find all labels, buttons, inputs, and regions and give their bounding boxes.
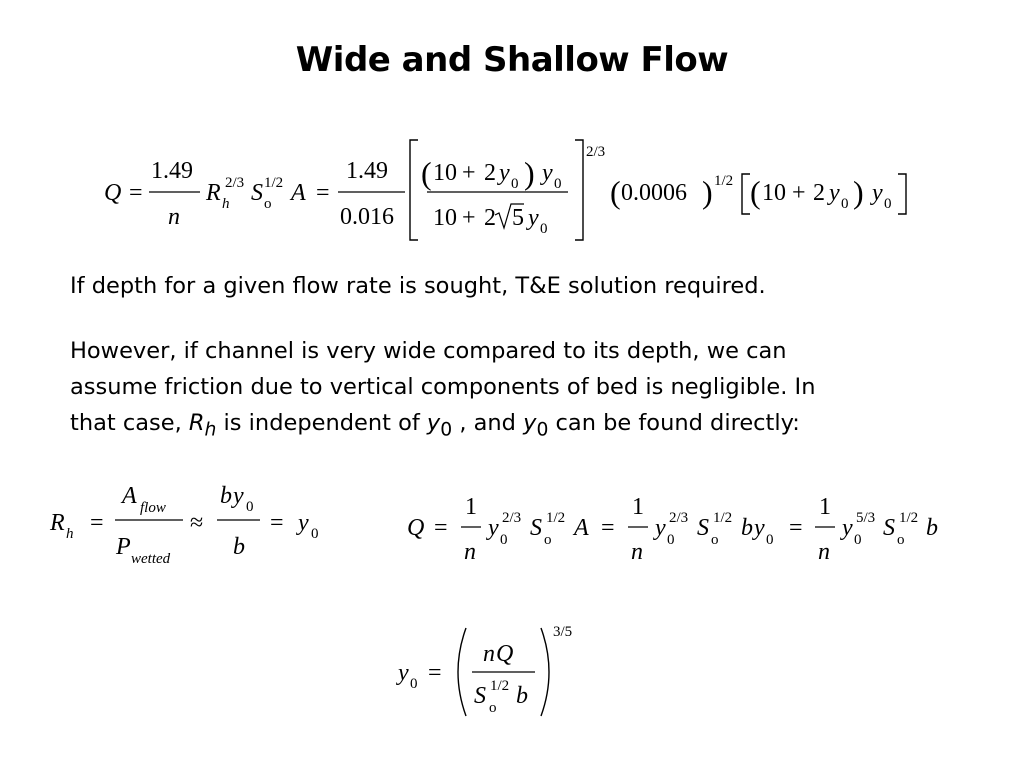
eq3-y: y: [488, 515, 499, 541]
eq2-R-sub: h: [66, 526, 74, 542]
eq4-S: S: [474, 683, 486, 709]
eq2-P-sub: wetted: [131, 551, 171, 567]
eq3-y-4: y: [842, 515, 853, 541]
eq1-den-plus: +: [462, 205, 476, 231]
eq3-y-4-sub: 0: [854, 532, 862, 548]
inline-y: y: [426, 410, 441, 436]
eq2-A: A: [122, 483, 137, 509]
eq1-area-y: y: [829, 180, 840, 206]
eq1-area-y-sub: 0: [841, 196, 849, 212]
eq2-y-sub: 0: [246, 499, 254, 515]
eq1-Q: Q: [104, 180, 122, 206]
inline-sub-0-2: 0: [536, 419, 549, 441]
eq2-y: y: [233, 483, 244, 509]
depth-solution-equation: [396, 624, 572, 716]
eq1-area-lparen: (: [750, 174, 761, 210]
eq3-Q: Q: [407, 515, 425, 541]
eq1-num-y2-sub: 0: [554, 176, 562, 192]
eq1-S-sub: o: [264, 196, 272, 212]
eq1-S: S: [251, 180, 263, 206]
wide-channel-equation: [407, 494, 938, 565]
eq1-area-rparen: ): [853, 174, 864, 210]
eq3-b: b: [741, 515, 753, 541]
paragraph-line-1: However, if channel is very wide compared to its depth, we can: [70, 338, 787, 364]
paragraph-trial-and-error: If depth for a given flow rate is sought, T&E solution required.: [70, 273, 766, 299]
eq1-area-lbracket: [742, 174, 750, 214]
eq3-y-sub: 0: [500, 532, 508, 548]
eq2-A-sub: flow: [140, 500, 166, 516]
eq1-den-y: y: [528, 205, 539, 231]
eq4-y-sub: 0: [410, 676, 418, 692]
inline-R: R: [188, 410, 205, 436]
eq1-n: n: [168, 204, 180, 230]
eq1-den-2: 2: [484, 205, 496, 231]
eq3-S-2-exp: 1/2: [713, 510, 733, 526]
eq1-R-exp: 2/3: [225, 175, 245, 191]
eq1-bracket-exp: 2/3: [586, 144, 606, 160]
eq1-slope-exp: 1/2: [714, 173, 734, 189]
eq1-den-10: 10: [433, 205, 457, 231]
paragraph-line-3a: that case,: [70, 410, 189, 436]
eq4-b: b: [516, 683, 528, 709]
eq4-exp: 3/5: [553, 624, 573, 640]
eq4-equals: =: [428, 660, 442, 686]
eq3-equals-2: =: [601, 515, 615, 541]
eq1-R-sub: h: [222, 196, 230, 212]
eq1-num-lparen: (: [421, 155, 432, 191]
eq2-b: b: [220, 483, 232, 509]
eq1-S-exp: 1/2: [264, 175, 284, 191]
eq2-y0: y: [298, 510, 309, 536]
eq1-equals-2: =: [316, 180, 330, 206]
eq2-y0-sub: 0: [311, 526, 319, 542]
eq3-y-3-sub: 0: [766, 532, 774, 548]
paragraph-line-2: assume friction due to vertical components of bed is negligible. In: [70, 374, 816, 400]
eq4-right-paren: [541, 628, 549, 716]
eq4-y: y: [398, 660, 409, 686]
eq3-y-2-sub: 0: [667, 532, 675, 548]
eq2-b-den: b: [233, 534, 245, 560]
eq3-S-2: S: [697, 515, 709, 541]
inline-h: h: [204, 419, 217, 441]
eq3-one-2: 1: [632, 494, 644, 520]
eq3-one-3: 1: [819, 494, 831, 520]
eq3-y-exp: 2/3: [502, 510, 522, 526]
inline-y-2: y: [523, 410, 537, 436]
eq3-S-3: S: [883, 515, 895, 541]
paragraph-line-3b: is independent of: [216, 410, 427, 436]
eq3-n: n: [464, 539, 476, 565]
eq1-slope-rparen: ): [702, 174, 713, 210]
manning-full-equation: [104, 140, 906, 240]
eq1-left-bracket: [410, 140, 418, 240]
eq1-R: R: [206, 180, 221, 206]
eq3-y-4-exp: 5/3: [856, 510, 876, 526]
eq4-S-sub: o: [489, 700, 497, 716]
eq1-coef-num: 1.49: [151, 158, 193, 184]
eq3-S-sub: o: [544, 532, 552, 548]
eq2-equals-2: =: [270, 510, 284, 536]
eq4-left-paren: [458, 628, 466, 716]
eq1-slope: 0.0006: [621, 180, 687, 206]
eq3-S-3-exp: 1/2: [899, 510, 919, 526]
eq4-S-exp: 1/2: [490, 678, 510, 694]
eq3-S-2-sub: o: [711, 532, 719, 548]
eq1-area-y2: y: [872, 180, 883, 206]
inline-sub-0: 0: [440, 419, 453, 441]
eq1-A: A: [291, 180, 306, 206]
eq3-y-2-exp: 2/3: [669, 510, 689, 526]
eq2-R: R: [50, 510, 65, 536]
eq3-one: 1: [465, 494, 477, 520]
eq1-coef2-num: 1.49: [346, 158, 388, 184]
eq1-num-y: y: [499, 160, 510, 186]
eq3-S: S: [530, 515, 542, 541]
eq3-y-3: y: [754, 515, 765, 541]
eq3-b-2: b: [926, 515, 938, 541]
eq3-n-3: n: [818, 539, 830, 565]
eq1-slope-lparen: (: [610, 174, 621, 210]
eq3-A: A: [574, 515, 589, 541]
hydraulic-radius-equation: [49, 483, 319, 567]
eq1-den-5: 5: [512, 205, 524, 231]
eq1-num-plus: +: [462, 160, 476, 186]
eq1-num-10: 10: [433, 160, 457, 186]
eq1-area-10: 10: [762, 180, 786, 206]
eq2-approx: ≈: [190, 510, 204, 536]
eq1-area-2: 2: [813, 180, 825, 206]
eq1-area-plus: +: [792, 180, 806, 206]
eq1-num-2: 2: [484, 160, 496, 186]
eq1-right-bracket: [575, 140, 583, 240]
eq1-den-y-sub: 0: [540, 221, 548, 237]
eq3-equals: =: [434, 515, 448, 541]
eq2-equals: =: [90, 510, 104, 536]
eq1-num-rparen: ): [524, 155, 535, 191]
eq1-area-rbracket: [898, 174, 906, 214]
eq3-y-2: y: [655, 515, 666, 541]
eq1-num-y2: y: [542, 160, 553, 186]
eq2-P: P: [116, 534, 131, 560]
eq1-num-y-sub: 0: [511, 176, 519, 192]
paragraph-line-3c: , and: [452, 410, 524, 436]
eq3-S-exp: 1/2: [546, 510, 566, 526]
eq3-equals-3: =: [789, 515, 803, 541]
eq4-Q: Q: [496, 641, 514, 667]
eq3-n-2: n: [631, 539, 643, 565]
eq1-coef2-den: 0.016: [340, 204, 394, 230]
paragraph-line-3d: can be found directly:: [548, 410, 800, 436]
eq4-n: n: [483, 641, 495, 667]
slide-title: Wide and Shallow Flow: [295, 40, 729, 80]
eq1-area-y2-sub: 0: [884, 196, 892, 212]
eq1-equals: =: [129, 180, 143, 206]
eq3-S-3-sub: o: [897, 532, 905, 548]
